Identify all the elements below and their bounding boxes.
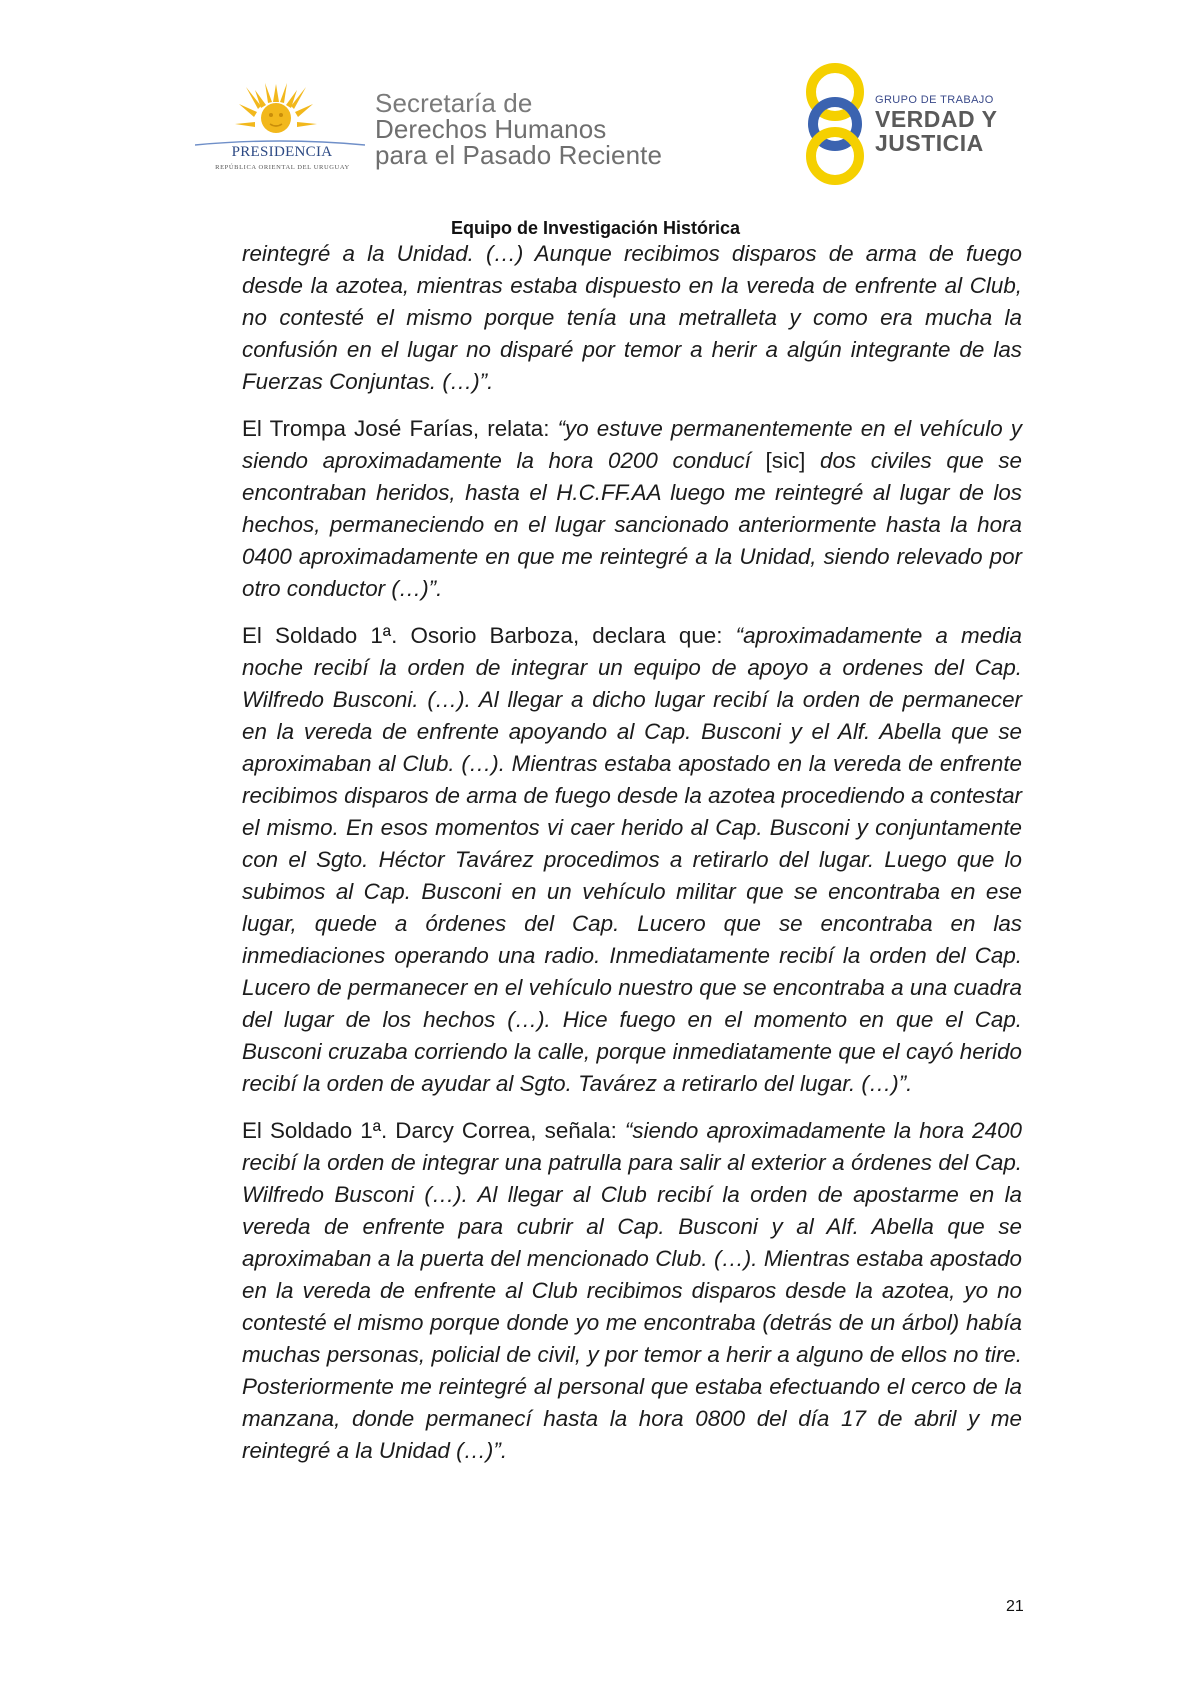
paragraph-4 xyxy=(242,1115,1022,1467)
paragraph-2-quote: “yo estuve permanentemente en el vehículo y siendo aproximadamente la hora 0200 conducí xyxy=(242,416,1022,473)
verdad-y-label: VERDAD Y xyxy=(875,106,998,132)
secretaria-line-3: para el Pasado Reciente xyxy=(375,140,663,170)
document-body xyxy=(242,238,1022,1482)
paragraph-2-lead: El Trompa José Farías, relata: xyxy=(242,416,558,441)
sun-emblem-icon xyxy=(235,82,317,144)
page-number: 21 xyxy=(1006,1598,1024,1615)
secretaria-line-2: Derechos Humanos xyxy=(375,114,607,144)
grupo-trabajo-label: GRUPO DE TRABAJO xyxy=(875,94,994,106)
paragraph-1-quote: reintegré a la Unidad. (…) Aunque recibimos disparos de arma de fuego desde la azotea, mientras estaba dispuesto en la vereda de enfrente al Club, no contesté el mismo porque tenía una metralleta y como era mucha la confusión en el lugar no disparé por temor a herir a algún integrante de las Fuerzas Conjuntas. (…)”. xyxy=(242,241,1022,394)
presidencia-logo xyxy=(195,82,365,182)
paragraph-1 xyxy=(242,238,1022,398)
justicia-label: JUSTICIA xyxy=(875,130,984,156)
grupo-trabajo-logo xyxy=(800,62,1040,187)
paragraph-2-sic: [sic] xyxy=(750,448,820,473)
paragraph-4-lead: El Soldado 1ª. Darcy Correa, señala: xyxy=(242,1118,625,1143)
paragraph-4-quote: “siendo aproximadamente la hora 2400 recibí la orden de integrar una patrulla para salir al exterior a órdenes del Cap. Wilfredo Busconi (…). Al llegar al Club recibí la orden de apostarme en la vereda de enfrente para cubrir al Cap. Busconi y al Alf. Abella que se aproximaban a la puerta del mencionado Club. (…). Mientras estaba apostado en la vereda de enfrente al Club recibimos disparos desde la azotea, yo no contesté el mismo porque donde yo me encontraba (detrás de un árbol) había muchas personas, policial de civil, y por temor a herir a alguno de ellos no tire. Posteriormente me reintegré al personal que estaba efectuando el cerco de la manzana, donde permanecí hasta la hora 0800 del día 17 de abril y me reintegré a la Unidad (…)”. xyxy=(242,1118,1022,1463)
paragraph-2-quote-cont: dos civiles que se encontraban heridos, hasta el H.C.FF.AA luego me reintegré al lugar de los hechos, permaneciendo en el lugar sancionado anteriormente hasta la hora 0400 aproximadamente en que me reintegré a la Unidad, siendo relevado por otro conductor (…)”. xyxy=(242,448,1022,601)
presidencia-name: PRESIDENCIA xyxy=(231,144,333,160)
presidencia-subtitle: REPÚBLICA ORIENTAL DEL URUGUAY xyxy=(215,164,350,171)
paragraph-2 xyxy=(242,413,1022,605)
secretaria-line-1: Secretaría de xyxy=(375,88,533,118)
page-header xyxy=(0,0,1191,210)
paragraph-3-quote: “aproximadamente a media noche recibí la orden de integrar un equipo de apoyo a ordenes del Cap. Wilfredo Busconi. (…). Al llegar a dicho lugar recibí la orden de permanecer en la vereda de enfrente apoyando al Cap. Busconi y el Alf. Abella que se aproximaban al Club. (…). Mientras estaba apostado en la vereda de enfrente recibimos disparos de arma de fuego desde la azotea procediendo a contestar el mismo. En esos momentos vi caer herido al Cap. Busconi y conjuntamente con el Sgto. Héctor Tavárez procedimos a retirarlo del lugar. Luego que lo subimos al Cap. Busconi en un vehículo militar que se encontraba en ese lugar, quede a órdenes del Cap. Lucero que se encontraba en las inmediaciones operando una radio. Inmediatamente recibí la orden del Cap. Lucero de permanecer en el vehículo nuestro que se encontraba a una cuadra del lugar de los hechos (…). Hice fuego en el momento en que el Cap. Busconi cruzaba corriendo la calle, porque inmediatamente que el cayó herido recibí la orden de ayudar al Sgto. Tavárez a retirarlo del lugar. (…)”. xyxy=(242,623,1023,1096)
paragraph-3 xyxy=(242,620,1022,1100)
linked-rings-icon xyxy=(800,62,870,187)
paragraph-3-lead: El Soldado 1ª. Osorio Barboza, declara que: xyxy=(242,623,736,648)
team-title: Equipo de Investigación Histórica xyxy=(450,218,741,238)
secretaria-logotype xyxy=(375,90,705,168)
grupo-trabajo-text xyxy=(875,94,1045,155)
